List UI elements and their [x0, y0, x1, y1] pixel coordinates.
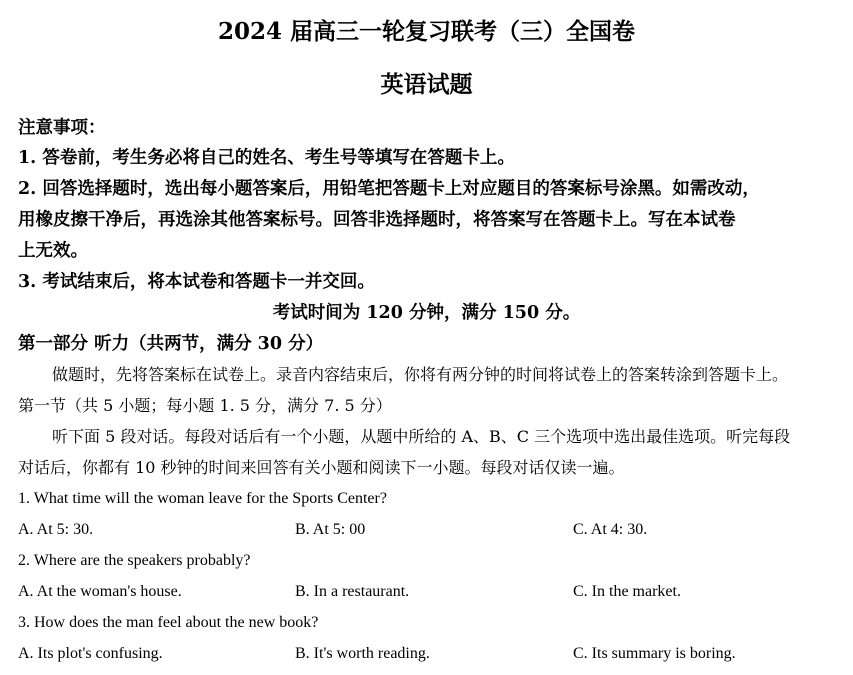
- question-3-option-a: A. Its plot's confusing.: [18, 645, 163, 662]
- question-3-option-b: B. It's worth reading.: [295, 645, 430, 662]
- note-item-2-line-1: 2. 回答选择题时，选出每小题答案后，用铅笔把答题卡上对应题目的答案标号涂黑。如需改动，: [18, 179, 760, 199]
- question-2-option-c: C. In the market.: [573, 583, 681, 600]
- question-3-stem: 3. How does the man feel about the new book?: [18, 614, 319, 631]
- note-item-2-line-3: 上无效。: [18, 241, 88, 261]
- exam-time: 考试时间为 120 分钟，满分 150 分。: [272, 303, 581, 323]
- directions-line-2: 对话后，你都有 10 秒钟的时间来回答有关小题和阅读下一小题。每段对话仅读一遍。: [18, 458, 625, 477]
- part1-intro: 做题时，先将答案标在试卷上。录音内容结束后，你将有两分钟的时间将试卷上的答案转涂到答题卡上。: [52, 365, 789, 384]
- section1-heading: 第一节（共 5 小题；每小题 1. 5 分，满分 7. 5 分）: [18, 396, 392, 415]
- question-1-option-b: B. At 5: 00: [295, 521, 366, 538]
- directions-line-1: 听下面 5 段对话。每段对话后有一个小题，从题中所给的 A、B、C 三个选项中选出最佳选项。听完每段: [52, 427, 791, 446]
- question-3-option-c: C. Its summary is boring.: [573, 645, 736, 662]
- question-1-option-a: A. At 5: 30.: [18, 521, 94, 538]
- note-item-2-line-2: 用橡皮擦干净后，再选涂其他答案标号。回答非选择题时，将答案写在答题卡上。写在本试卷: [18, 210, 736, 230]
- question-1-stem: 1. What time will the woman leave for the Sports Center?: [18, 490, 387, 507]
- exam-title: 2024 届高三一轮复习联考（三）全国卷: [217, 18, 636, 45]
- subject-title: 英语试题: [380, 71, 473, 98]
- part1-heading: 第一部分 听力（共两节，满分 30 分）: [18, 334, 324, 354]
- notes-heading: 注意事项：: [18, 118, 106, 138]
- note-item-1: 1. 答卷前，考生务必将自己的姓名、考生号等填写在答题卡上。: [18, 148, 515, 168]
- question-2-option-b: B. In a restaurant.: [295, 583, 410, 600]
- question-2-stem: 2. Where are the speakers probably?: [18, 552, 251, 569]
- note-item-3: 3. 考试结束后，将本试卷和答题卡一并交回。: [18, 272, 375, 292]
- question-1-option-c: C. At 4: 30.: [573, 521, 648, 538]
- question-2-option-a: A. At the woman's house.: [18, 583, 182, 600]
